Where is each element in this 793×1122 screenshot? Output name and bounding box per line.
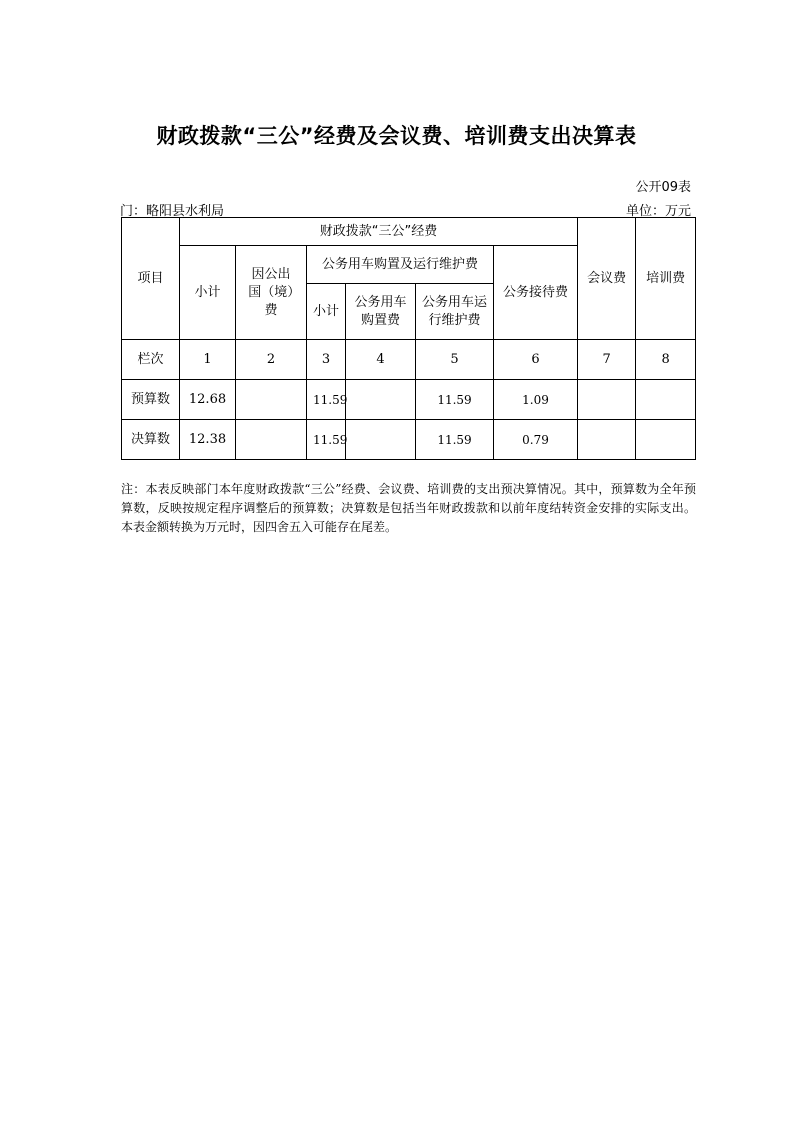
cell-meeting [578, 380, 636, 420]
column-index-label: 栏次 [122, 340, 180, 380]
cell-vehicle-purchase [346, 420, 416, 460]
cell-vehicle-operation: 11.59 [416, 380, 494, 420]
department-label: 门：略阳县水利局 [120, 204, 225, 219]
cell-abroad [236, 380, 307, 420]
row-label-final: 决算数 [122, 420, 180, 460]
column-index-cell: 6 [494, 340, 578, 380]
unit-label: 单位：万元 [625, 204, 691, 219]
column-index-cell: 2 [236, 340, 307, 380]
header-vehicle-group: 公务用车购置及运行维护费 [307, 246, 494, 284]
header-vehicle-purchase: 公务用车购置费 [346, 284, 416, 340]
row-label-budget: 预算数 [122, 380, 180, 420]
cell-vehicle-purchase [346, 380, 416, 420]
column-index-cell: 1 [180, 340, 236, 380]
form-number: 公开09表 [635, 180, 691, 195]
column-index-cell: 5 [416, 340, 494, 380]
header-vehicle-subtotal: 小计 [307, 284, 346, 340]
cell-reception: 0.79 [494, 420, 578, 460]
expenditure-table [121, 217, 696, 460]
cell-subtotal: 12.38 [180, 420, 236, 460]
header-meeting: 会议费 [578, 218, 636, 340]
header-vehicle-operation: 公务用车运行维护费 [416, 284, 494, 340]
column-index-cell: 3 [307, 340, 346, 380]
cell-vehicle-subtotal: 11.59 [307, 420, 346, 460]
cell-training [636, 380, 696, 420]
column-index-cell: 7 [578, 340, 636, 380]
header-training: 培训费 [636, 218, 696, 340]
cell-training [636, 420, 696, 460]
header-three-public: 财政拨款“三公”经费 [180, 218, 578, 246]
column-index-cell: 4 [346, 340, 416, 380]
footnote: 注：本表反映部门本年度财政拨款“三公”经费、会议费、培训费的支出预决算情况。其中，预算数为全年预算数，反映按规定程序调整后的预算数；决算数是包括当年财政拨款和以前年度结转资金安排的实际支出。本表金额转换为万元时，因四舍五入可能存在尾差。 [121, 482, 696, 534]
cell-abroad [236, 420, 307, 460]
column-index-cell: 8 [636, 340, 696, 380]
page-title: 财政拨款“三公”经费及会议费、培训费支出决算表 [156, 124, 637, 148]
header-subtotal: 小计 [180, 246, 236, 340]
cell-meeting [578, 420, 636, 460]
table-row-final [122, 420, 696, 460]
header-abroad: 因公出国（境）费 [236, 246, 307, 340]
cell-vehicle-operation: 11.59 [416, 420, 494, 460]
cell-reception: 1.09 [494, 380, 578, 420]
table-row-budget [122, 380, 696, 420]
header-reception: 公务接待费 [494, 246, 578, 340]
cell-vehicle-subtotal: 11.59 [307, 380, 346, 420]
header-item: 项目 [122, 218, 180, 340]
cell-subtotal: 12.68 [180, 380, 236, 420]
